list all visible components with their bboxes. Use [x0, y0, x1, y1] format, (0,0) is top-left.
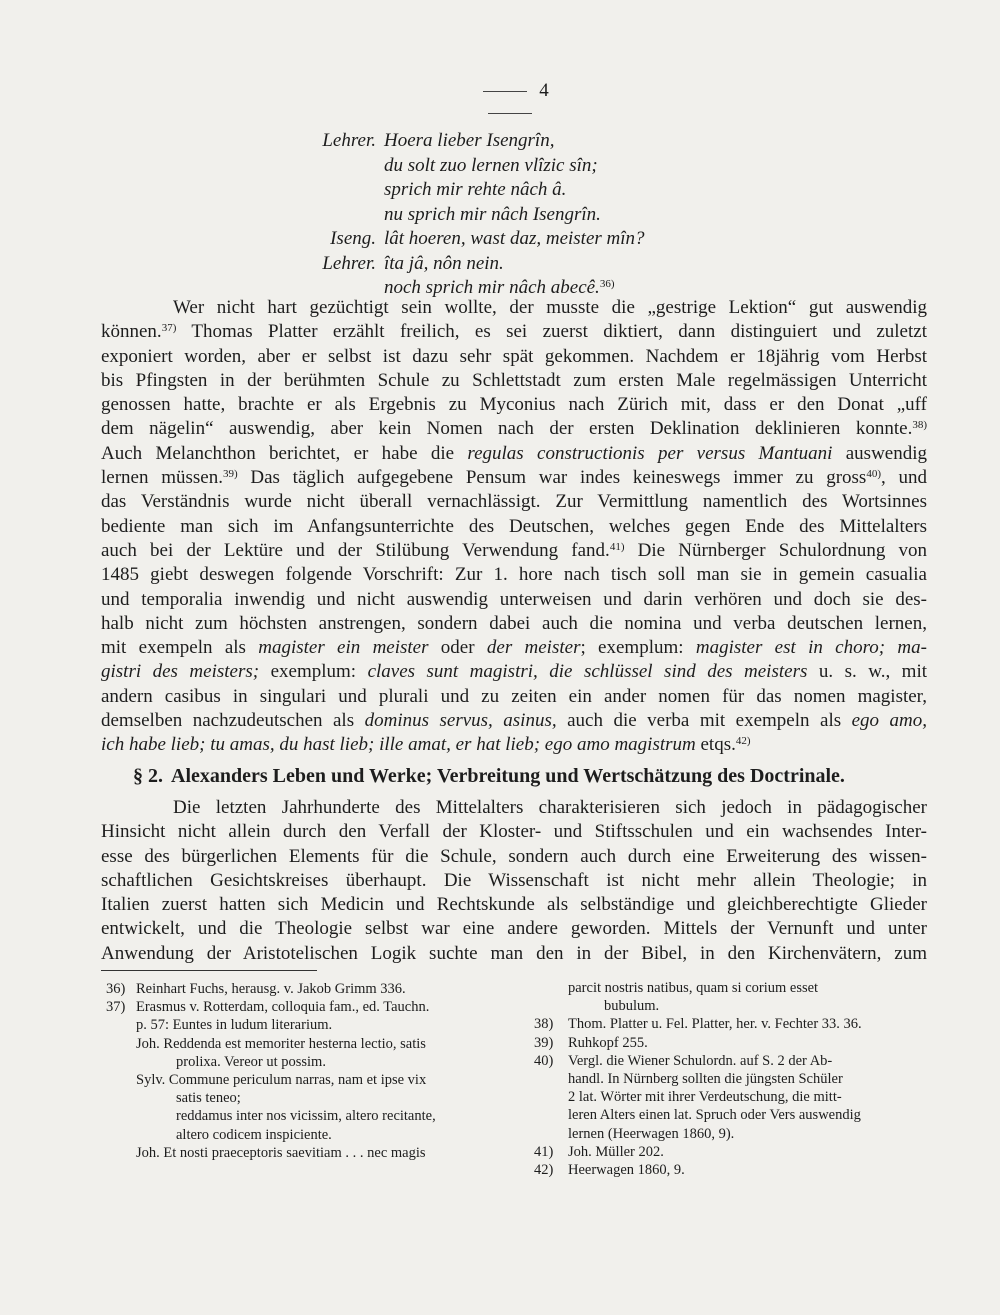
text-line: entwickelt, und die Theologie selbst war eine andere geworden. Mittels der Vernunft und unter [101, 918, 927, 940]
text-line: bis Pfingsten in der berühmten Schule zu Schlettstadt zum ersten Male regelmässigen Unterricht [101, 369, 927, 391]
footnote-mark: 39) [534, 1034, 554, 1051]
footnote-text: Ruhkopf 255. [568, 1034, 648, 1051]
verse-line [240, 178, 760, 203]
verse-line [240, 227, 760, 252]
footnote-text: Reinhart Fuchs, herausg. v. Jakob Grimm 336. [136, 981, 406, 997]
footnote-ref: 40) [866, 468, 881, 481]
verse-text: noch sprich mir nâch abecê.$^{36)}$ [384, 277, 615, 298]
footnote-line [534, 997, 932, 1015]
footnote-ref: 36) [599, 278, 615, 290]
verse-text: îta jâ, nôn nein. [384, 252, 504, 274]
footnote-mark: 36) [106, 981, 126, 997]
footnote-mark: 40) [534, 1052, 554, 1069]
verse-text: nu sprich mir nâch Isengrîn. [384, 203, 601, 225]
footnote-text: Joh. Müller 202. [568, 1143, 664, 1160]
verse-speaker: Lehrer. [322, 130, 376, 151]
footnote-line [534, 1125, 932, 1143]
text-line: ich habe lieb; tu amas, du hast lieb; ille amat, er hat lieb; ego amo magistrum etqs.$^{42)}$ [101, 734, 751, 756]
footnote-mark: 38) [534, 1016, 554, 1033]
footnote-mark: 42) [534, 1161, 554, 1178]
footnote-line [534, 1161, 932, 1179]
footnote-text: Heerwagen 1860, 9. [568, 1161, 685, 1178]
footnotes-right-column [534, 979, 932, 1179]
footnote-text: 2 lat. Wörter mit ihrer Verdeutschung, die mitt- [568, 1089, 842, 1106]
text-line: halb nicht zum höchsten anstrengen, sondern dabei auch die nomina und verba deutschen lernen, [101, 612, 927, 634]
footnote-line [534, 1088, 932, 1106]
footnote-text: altero codicem inspiciente. [176, 1126, 332, 1143]
footnote-text: Erasmus v. Rotterdam, colloquia fam., ed. Tauchn. [136, 999, 430, 1016]
footnote-line [106, 980, 486, 998]
text-line: Wer nicht hart gezüchtigt sein wollte, der musste die „gestrige Lektion“ gut auswendig [173, 297, 927, 318]
footnote-line [106, 1035, 486, 1053]
verse-line [240, 154, 760, 179]
text-line: können.$^{37)}$ Thomas Platter erzählt freilich, es sei zuerst diktiert, dann distinguiert und zuletzt [101, 321, 927, 343]
text-line: 1485 giebt deswegen folgende Vorschrift: Zur 1. hore nach tisch soll man sie in gemein casualia [101, 564, 927, 586]
text-line: Hinsicht nicht allein durch den Verfall der Kloster- und Stiftsschulen und ein wachsendes Inter- [101, 821, 927, 843]
footnote-line [534, 1106, 932, 1124]
text-line: Auch Melanchthon berichtet, er habe die regulas constructionis per versus Mantuani auswendig [101, 442, 928, 464]
text-line: genossen hatte, brachte er als Ergebnis zu Myconius nach Zürich mit, dass er den Donat „uff [101, 394, 927, 416]
footnote-line [106, 1016, 486, 1034]
verse-block [240, 129, 760, 301]
footnote-line [534, 1143, 932, 1161]
footnote-text: Joh. Et nosti praeceptoris saevitiam . . . nec magis [136, 1144, 426, 1161]
text-line: und temporalia inwendig und nicht auswendig unterweisen und darin verhören und doch sie des- [101, 588, 927, 610]
page-number-rule-left [483, 91, 527, 92]
text-line: esse des bürgerlichen Elements für die Schule, sondern auch durch eine Erweiterung des wissen- [101, 845, 927, 867]
footnote-line [106, 1071, 486, 1089]
footnote-separator [101, 970, 317, 971]
footnote-text: parcit nostris natibus, quam si corium esset [568, 980, 819, 996]
text-line: das Verständnis wurde nicht überall vernachlässigt. Zur Vermittlung namentlich des Wortsinnes [101, 491, 927, 513]
verse-speaker: Iseng. [330, 228, 376, 249]
text-line: gistri des meisters; exemplum: claves sunt magistri, die schlüssel sind des meisters u. s. w., mit [101, 661, 928, 683]
footnote-ref: 37) [161, 322, 177, 335]
footnote-text: reddamus inter nos vicissim, altero recitante, [176, 1108, 436, 1125]
text-line: auch bei der Lektüre und der Stilübung Verwendung fand.$^{41)}$ Die Nürnberger Schulordnung von [101, 539, 928, 561]
footnote-text: prolixa. Vereor ut possim. [176, 1053, 326, 1070]
text-line: Anwendung der Aristotelischen Logik suchte man den in der Bibel, in den Kirchenvätern, zum [101, 942, 927, 964]
verse-text: Hoera lieber Isengrîn, [384, 130, 555, 151]
footnote-line [106, 998, 486, 1016]
text-line: lernen müssen.$^{39)}$ Das täglich aufgegebene Pensum war indes keineswegs immer zu gross$^{40)}$, und [101, 467, 927, 489]
footnote-line [106, 1089, 486, 1107]
page-number: 4 [440, 80, 580, 124]
text-line: exponiert worden, aber er selbst ist dazu sehr spät gekommen. Nachdem er 18jährig vom Herbst [101, 345, 927, 367]
footnote-text: p. 57: Euntes in ludum literarium. [136, 1017, 333, 1034]
verse-text: lât hoeren, wast daz, meister mîn? [384, 228, 645, 249]
section-heading [133, 762, 927, 790]
footnotes-left-column [106, 980, 486, 1162]
verse-text: du solt zuo lernen vlîzic sîn; [384, 154, 598, 176]
footnote-ref: 41) [609, 540, 625, 553]
footnote-ref: 39) [222, 468, 238, 481]
footnote-mark: 41) [534, 1143, 554, 1160]
footnote-text: handl. In Nürnberg sollten die jüngsten Schüler [568, 1070, 843, 1087]
footnote-text: bubulum. [604, 998, 660, 1015]
footnote-text: Sylv. Commune periculum narras, nam et ipse vix [136, 1071, 427, 1088]
footnote-line [106, 1053, 486, 1071]
verse-line [240, 252, 760, 277]
footnote-mark: 37) [106, 999, 126, 1016]
text-line: Die letzten Jahrhunderte des Mittelalters charakterisieren sich jedoch in pädagogischer [173, 797, 927, 818]
footnote-text: Thom. Platter u. Fel. Platter, her. v. Fechter 33. 36. [568, 1016, 862, 1033]
footnote-line [534, 1015, 932, 1033]
footnote-line [534, 1034, 932, 1052]
text-line: schaftlichen Gesichtskreises überhaupt. Die Wissenschaft ist nicht mehr allein Theologie; in [101, 869, 927, 891]
footnote-line [534, 979, 932, 997]
verse-text: sprich mir rehte nâch â. [384, 179, 567, 200]
verse-line [240, 203, 760, 228]
footnote-line [106, 1126, 486, 1144]
body-paragraph-2 [101, 796, 927, 966]
text-line: bediente man sich im Anfangsunterrichte des Deutschen, welches gegen Ende des Mittelalters [101, 515, 927, 537]
verse-speaker: Lehrer. [322, 252, 376, 274]
footnote-line [106, 1107, 486, 1125]
text-line: demselben nachzudeutschen als dominus servus, asinus, auch die verba mit exempeln als ego amo, [101, 710, 928, 732]
footnote-text: satis teneo; [176, 1090, 241, 1107]
footnote-text: lernen (Heerwagen 1860, 9). [568, 1125, 735, 1142]
section-number: § 2. [133, 765, 163, 787]
footnote-text: Joh. Reddenda est memoriter hesterna lectio, satis [136, 1035, 426, 1052]
verse-line [240, 129, 760, 154]
footnote-line [534, 1052, 932, 1070]
footnote-text: Vergl. die Wiener Schulordn. auf S. 2 der Ab- [568, 1052, 833, 1069]
footnote-line [534, 1070, 932, 1088]
text-line: Italien zuerst hatten sich Medicin und Rechtskunde als selbständige und gleichberechtigte Glieder [101, 894, 927, 916]
body-paragraph-1 [101, 296, 927, 758]
footnote-line [106, 1144, 486, 1162]
footnote-ref: 42) [735, 735, 751, 748]
footnote-text: leren Alters einen lat. Spruch oder Vers auswendig [568, 1107, 861, 1124]
text-line: mit exempeln als magister ein meister oder der meister; exemplum: magister est in choro; ma- [101, 637, 927, 659]
section-title: Alexanders Leben und Werke; Verbreitung und Wertschätzung des Doctrinale. [171, 765, 845, 787]
text-line: andern casibus in singulari und plurali und zu zeiten ein ander nomen für das nomen magister, [101, 685, 927, 707]
page-number-rule-right [488, 113, 532, 114]
footnote-ref: 38) [912, 419, 927, 432]
text-line: dem nägelin“ auswendig, aber kein Nomen nach der ersten Deklination deklinieren konnte.$^{38)}$ [101, 418, 927, 440]
